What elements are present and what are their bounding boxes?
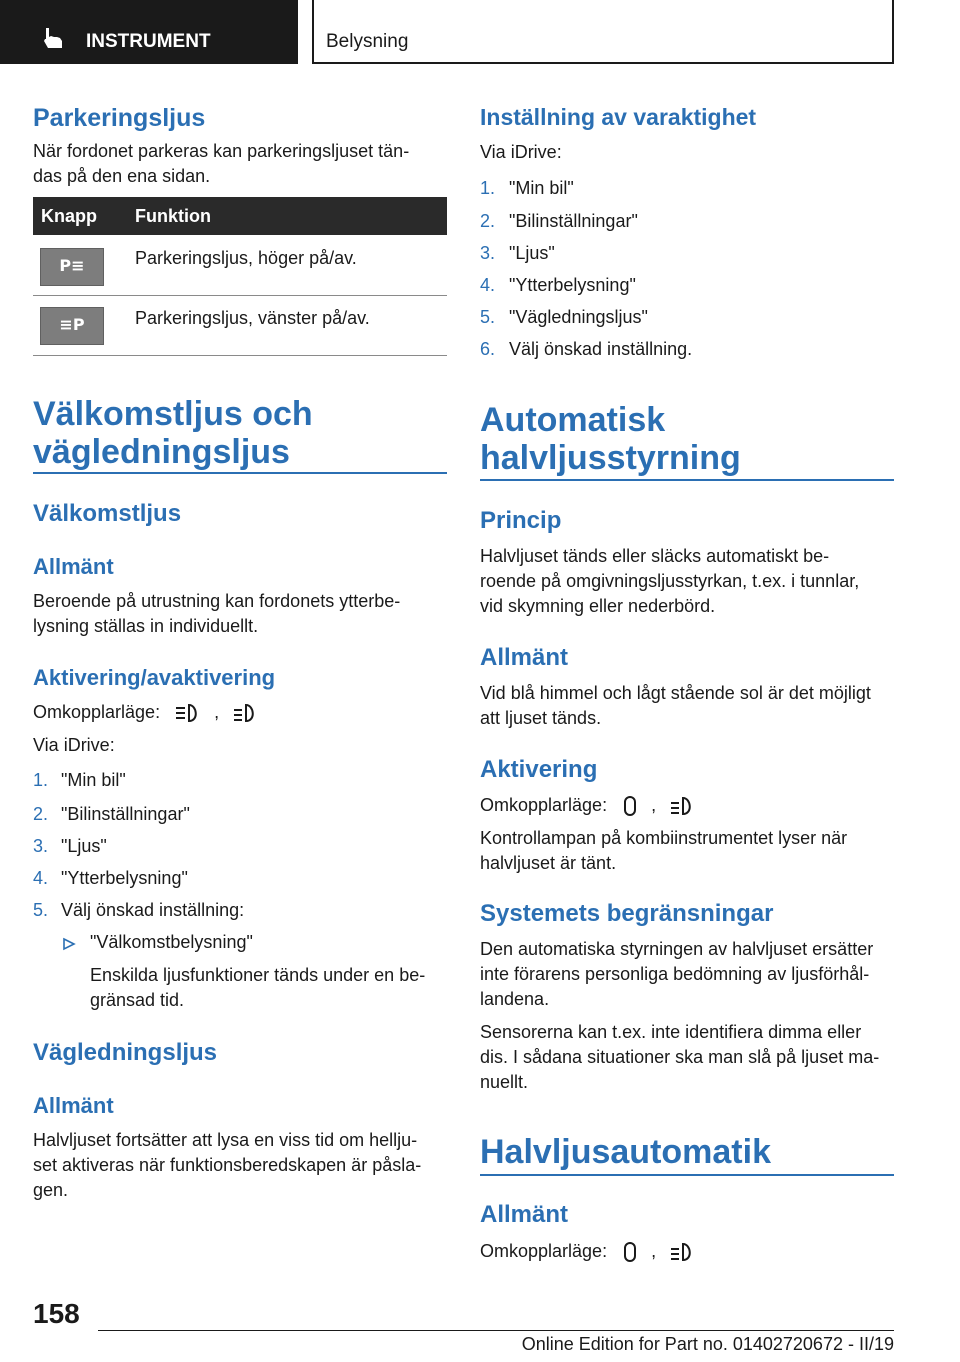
parking-intro: När fordonet parkeras kan parkeringsljuset tän- das på den ena sidan. bbox=[33, 141, 410, 186]
page-number: 158 bbox=[33, 1298, 80, 1329]
limits-text: Den automatiska styrningen av halvljuset ersätter inte förarens personliga bedömning av ljusförhål- landena. bbox=[480, 939, 874, 1009]
parking-right-icon: P≡ bbox=[59, 256, 85, 275]
parking-left-icon: ≡P bbox=[59, 315, 85, 334]
list-item: Välj önskad inställning: bbox=[61, 900, 245, 920]
header-section bbox=[312, 0, 894, 64]
list-item: "Ljus" bbox=[61, 836, 107, 856]
welcome-title: Välkomstljus och vägledningsljus bbox=[33, 395, 313, 471]
table-header bbox=[33, 197, 447, 235]
sub-list-item: "Välkomstbelysning" bbox=[90, 932, 253, 952]
auto-headlight-icon bbox=[667, 1241, 697, 1263]
triangle-bullet-icon bbox=[62, 937, 76, 951]
footer-rule bbox=[98, 1330, 894, 1331]
switch-label: Omkopplarläge: bbox=[480, 795, 608, 815]
section-rule bbox=[480, 1174, 894, 1176]
list-item: "Vägledningsljus" bbox=[509, 307, 648, 327]
auto2-title: Halvljusautomatik bbox=[480, 1133, 771, 1171]
header-tab-label: INSTRUMENT bbox=[86, 31, 211, 52]
general-heading: Allmänt bbox=[480, 1201, 569, 1228]
off-icon bbox=[620, 1241, 640, 1263]
auto-headlight-icon bbox=[667, 795, 697, 817]
table-header-function: Funktion bbox=[135, 206, 211, 226]
parking-title: Parkeringsljus bbox=[33, 104, 206, 132]
list-item: "Ljus" bbox=[509, 243, 555, 263]
parking-left-function: Parkeringsljus, vänster på/av. bbox=[135, 308, 370, 328]
list-item: "Bilinställningar" bbox=[509, 211, 638, 231]
list-item: Välj önskad inställning. bbox=[509, 339, 693, 359]
duration-title: Inställning av varaktighet bbox=[480, 104, 757, 130]
general-heading: Allmänt bbox=[33, 1093, 114, 1118]
switch-label: Omkopplarläge: bbox=[480, 1241, 608, 1261]
section-rule bbox=[33, 472, 447, 474]
principle-text: Halvljuset tänds eller släcks automatiskt be- roende på omgivningsljusstyrkan, t.ex. i tunnlar, vid skymning eller nederbörd. bbox=[480, 546, 860, 616]
table-divider bbox=[33, 295, 447, 296]
via-idrive: Via iDrive: bbox=[480, 142, 562, 162]
parking-right-button bbox=[40, 248, 104, 286]
hand-pointer-icon bbox=[40, 26, 66, 50]
table-divider bbox=[33, 355, 447, 356]
general-text: Halvljuset fortsätter att lysa en viss tid om hellju- set aktiveras när funktionsberedskapen är påsla- gen. bbox=[33, 1130, 422, 1200]
table-header-button: Knapp bbox=[41, 206, 97, 226]
list-item: "Min bil" bbox=[509, 178, 574, 198]
general-heading: Allmänt bbox=[480, 644, 569, 671]
activation-heading: Aktivering bbox=[480, 756, 598, 783]
limits-heading: Systemets begränsningar bbox=[480, 900, 774, 927]
lamp-text: Kontrollampan på kombiinstrumentet lyser när halvljuset är tänt. bbox=[480, 828, 848, 873]
via-idrive: Via iDrive: bbox=[33, 735, 115, 755]
guide-title: Vägledningsljus bbox=[33, 1039, 218, 1066]
parking-right-function: Parkeringsljus, höger på/av. bbox=[135, 248, 357, 268]
list-item: "Ytterbelysning" bbox=[509, 275, 636, 295]
header-tab bbox=[0, 0, 298, 64]
headlight-icon bbox=[173, 702, 203, 724]
list-item: "Bilinställningar" bbox=[61, 804, 190, 824]
auto-headlight-icon bbox=[230, 702, 260, 724]
switch-position: Omkopplarläge: , bbox=[480, 1239, 697, 1264]
edition-label: Online Edition for Part no. 01402720672 - II/19 bbox=[521, 1334, 894, 1354]
general-text: Beroende på utrustning kan fordonets ytterbe- lysning ställas in individuellt. bbox=[33, 591, 401, 636]
activation-heading: Aktivering/avaktivering bbox=[33, 665, 276, 690]
parking-left-button bbox=[40, 307, 104, 345]
off-icon bbox=[620, 795, 640, 817]
switch-position: Omkopplarläge: , bbox=[480, 793, 697, 818]
switch-position: Omkopplarläge: , bbox=[33, 700, 260, 725]
welcome-subtitle: Välkomstljus bbox=[33, 500, 182, 527]
principle-heading: Princip bbox=[480, 507, 562, 534]
list-item: "Ytterbelysning" bbox=[61, 868, 188, 888]
header-section-label: Belysning bbox=[326, 31, 409, 52]
auto-title: Automatisk halvljusstyrning bbox=[480, 401, 741, 477]
general-text: Vid blå himmel och lågt stående sol är det möjligt att ljuset tänds. bbox=[480, 683, 871, 728]
list-item: "Min bil" bbox=[61, 770, 126, 790]
section-rule bbox=[480, 479, 894, 481]
general-heading: Allmänt bbox=[33, 554, 114, 579]
switch-label: Omkopplarläge: bbox=[33, 702, 161, 722]
limits-text: Sensorerna kan t.ex. inte identifiera dimma eller dis. I sådana situationer ska man slå på ljuset ma- nuellt. bbox=[480, 1022, 880, 1092]
sub-list-text: Enskilda ljusfunktioner tänds under en be- gränsad tid. bbox=[90, 965, 426, 1010]
